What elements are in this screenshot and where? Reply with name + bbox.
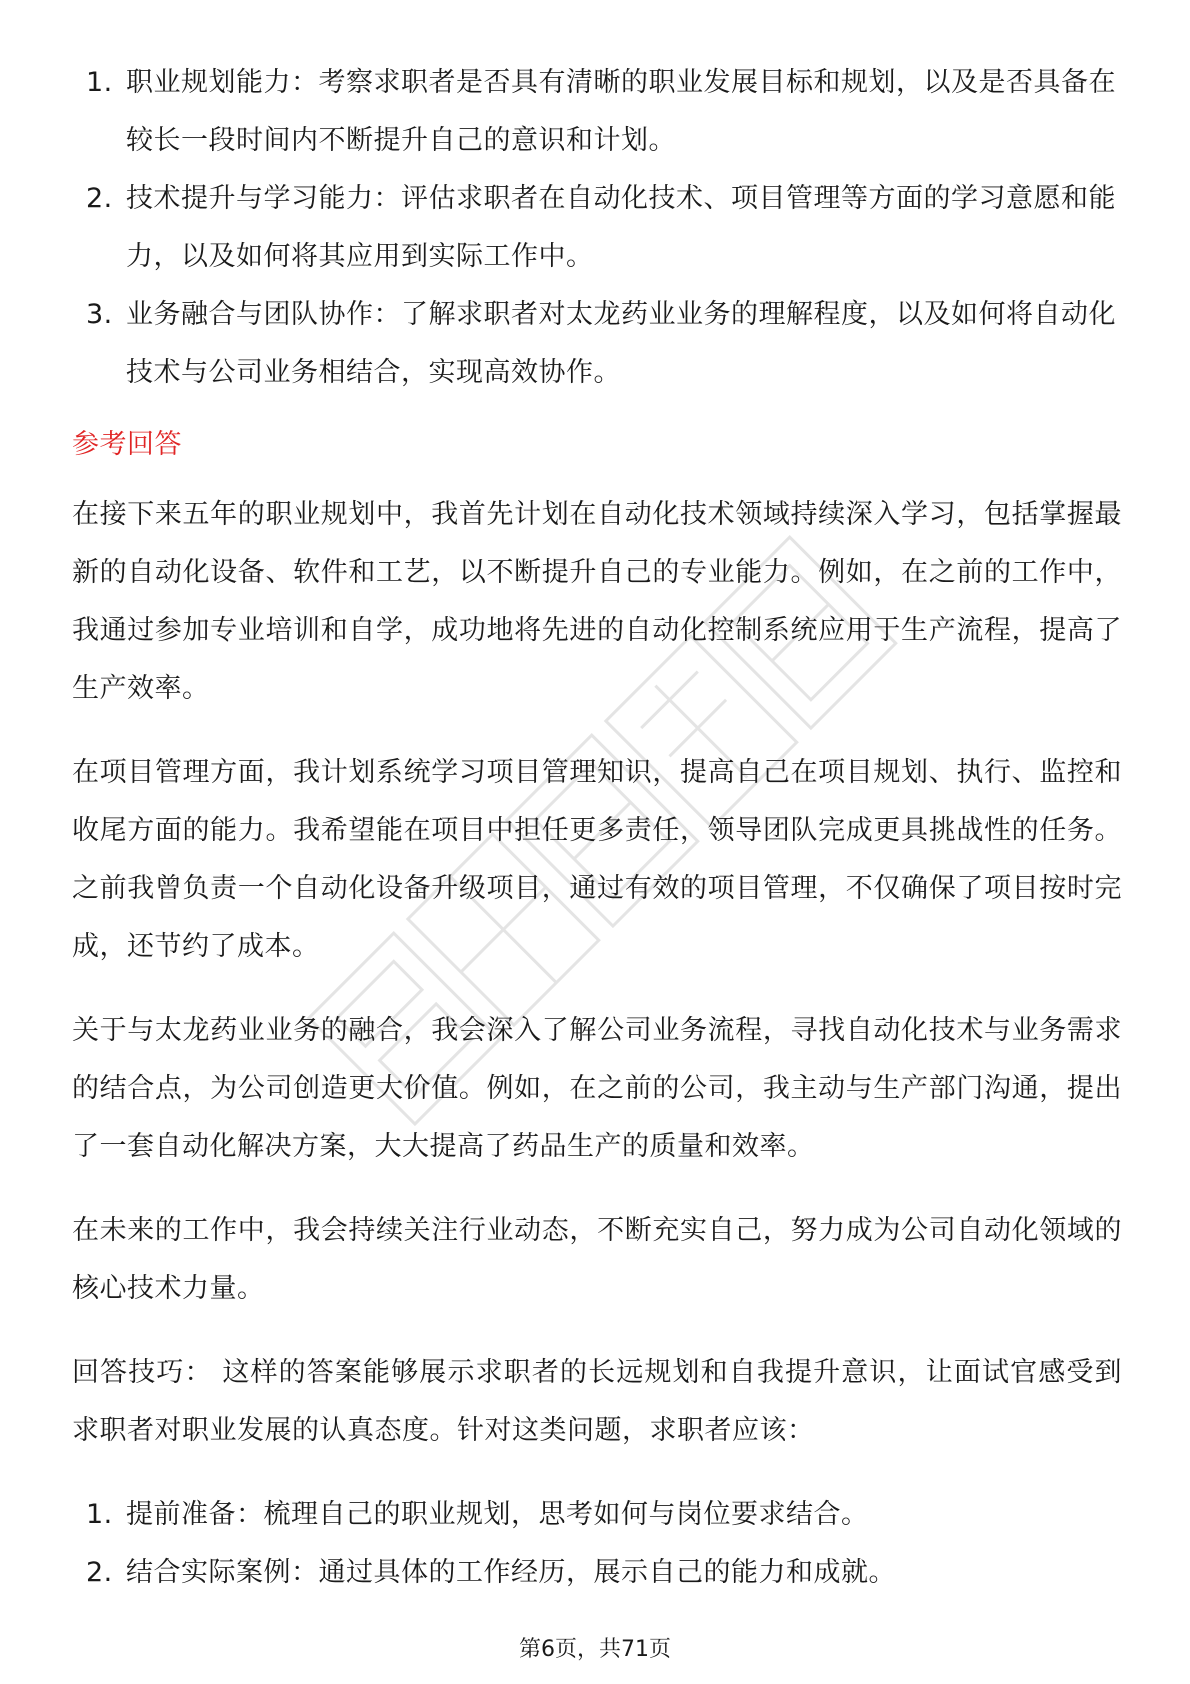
list-item-text: 技术提升与学习能力：评估求职者在自动化技术、项目管理等方面的学习意愿和能力，以及如何将其应用到实际工作中。 xyxy=(126,183,1116,272)
requirements-list xyxy=(72,54,1122,402)
list-item xyxy=(72,1544,1122,1602)
tips-list xyxy=(72,1486,1122,1602)
answer-paragraph: 在接下来五年的职业规划中，我首先计划在自动化技术领域持续深入学习，包括掌握最新的自动化设备、软件和工艺，以不断提升自己的专业能力。例如，在之前的工作中，我通过参加专业培训和自学，成功地将先进的自动化控制系统应用于生产流程，提高了生产效率。 xyxy=(72,499,1122,704)
list-item xyxy=(72,286,1122,402)
list-item-text: 结合实际案例：通过具体的工作经历，展示自己的能力和成就。 xyxy=(126,1557,896,1588)
list-item-text: 提前准备：梳理自己的职业规划，思考如何与岗位要求结合。 xyxy=(126,1499,869,1530)
list-number: 2. xyxy=(86,1557,113,1588)
section-title: 参考回答 xyxy=(72,429,182,460)
list-number: 1. xyxy=(86,1499,113,1530)
answer-paragraph: 在未来的工作中，我会持续关注行业动态，不断充实自己，努力成为公司自动化领域的核心技术力量。 xyxy=(72,1215,1122,1304)
list-item xyxy=(72,54,1122,170)
page-number-footer: 第6页，共71页 xyxy=(519,1637,671,1662)
answer-paragraph: 关于与太龙药业业务的融合，我会深入了解公司业务流程，寻找自动化技术与业务需求的结合点，为公司创造更大价值。例如，在之前的公司，我主动与生产部门沟通，提出了一套自动化解决方案，大大提高了药品生产的质量和效率。 xyxy=(72,1015,1122,1162)
list-item-text: 职业规划能力：考察求职者是否具有清晰的职业发展目标和规划，以及是否具备在较长一段时间内不断提升自己的意识和计划。 xyxy=(126,67,1116,156)
answer-paragraph: 在项目管理方面，我计划系统学习项目管理知识，提高自己在项目规划、执行、监控和收尾方面的能力。我希望能在项目中担任更多责任，领导团队完成更具挑战性的任务。之前我曾负责一个自动化设备升级项目，通过有效的项目管理，不仅确保了项目按时完成，还节约了成本。 xyxy=(72,757,1122,962)
tips-paragraph: 回答技巧： 这样的答案能够展示求职者的长远规划和自我提升意识，让面试官感受到求职者对职业发展的认真态度。针对这类问题，求职者应该： xyxy=(72,1357,1122,1446)
list-number: 3. xyxy=(86,299,113,330)
list-item xyxy=(72,1486,1122,1544)
list-item-text: 业务融合与团队协作：了解求职者对太龙药业业务的理解程度，以及如何将自动化技术与公司业务相结合，实现高效协作。 xyxy=(126,299,1116,388)
list-item xyxy=(72,170,1122,286)
list-number: 1. xyxy=(86,67,113,98)
page-content xyxy=(72,54,1122,1602)
list-number: 2. xyxy=(86,183,113,214)
